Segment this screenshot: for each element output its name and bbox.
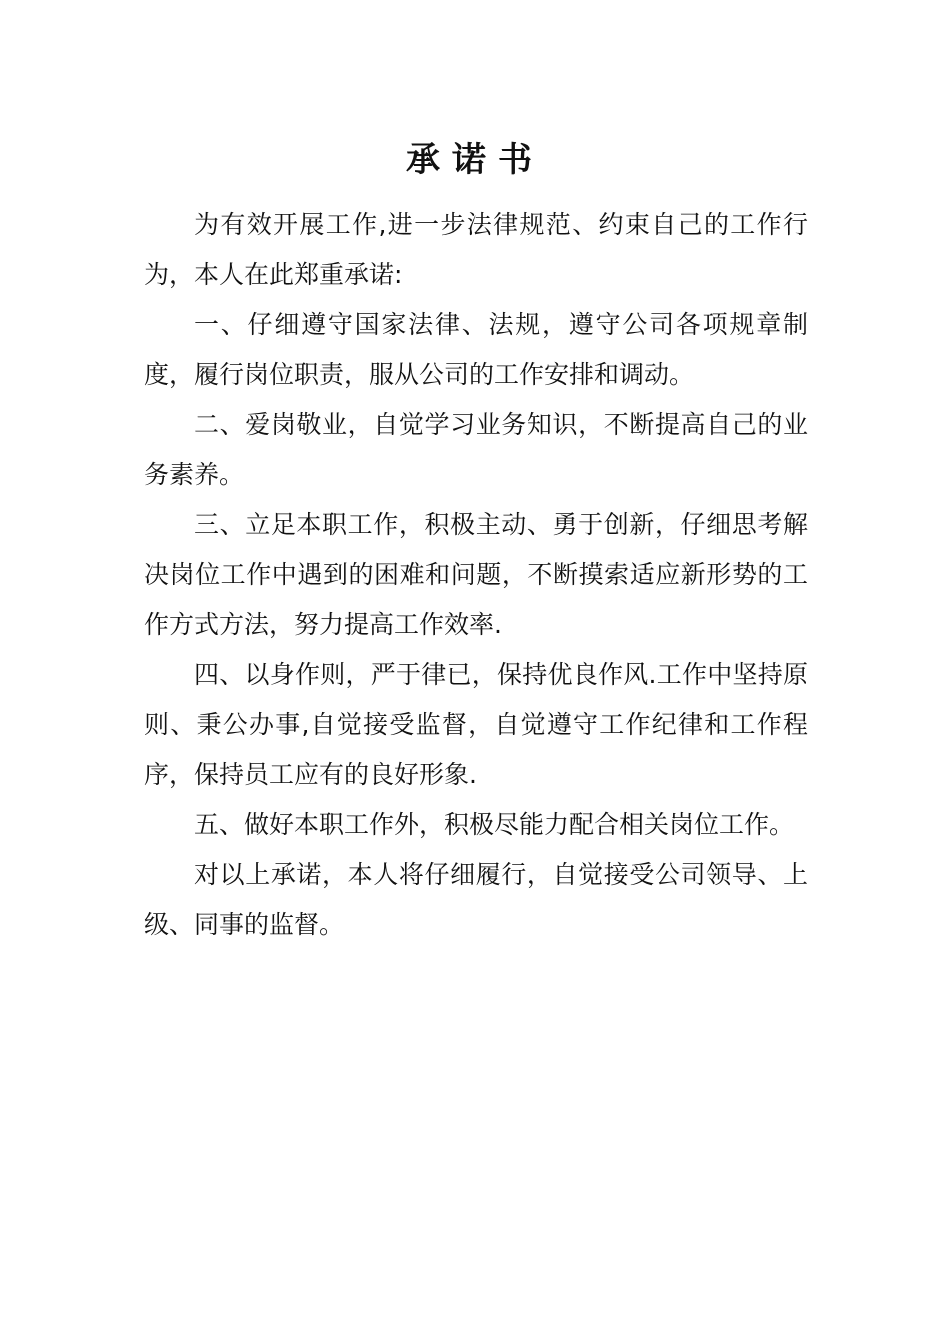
paragraph-closing: 对以上承诺，本人将仔细履行，自觉接受公司领导、上级、同事的监督。 <box>144 860 808 939</box>
document-body <box>144 200 808 950</box>
document-title: 承诺书 <box>406 140 544 180</box>
paragraph-item-3: 三、立足本职工作，积极主动、勇于创新，仔细思考解决岗位工作中遇到的困难和问题，不断摸索适应新形势的工作方式方法，努力提高工作效率. <box>144 510 808 639</box>
paragraph-item-2: 二、爱岗敬业，自觉学习业务知识，不断提高自己的业务素养。 <box>144 410 808 489</box>
paragraph-item-1: 一、仔细遵守国家法律、法规，遵守公司各项规章制度，履行岗位职责，服从公司的工作安排和调动。 <box>144 310 808 389</box>
paragraph-intro: 为有效开展工作,进一步法律规范、约束自己的工作行为，本人在此郑重承诺: <box>144 210 808 289</box>
paragraph-item-5: 五、做好本职工作外，积极尽能力配合相关岗位工作。 <box>194 810 795 839</box>
paragraph-item-4: 四、以身作则，严于律已，保持优良作风.工作中坚持原则、秉公办事,自觉接受监督，自觉遵守工作纪律和工作程序，保持员工应有的良好形象. <box>144 660 808 789</box>
